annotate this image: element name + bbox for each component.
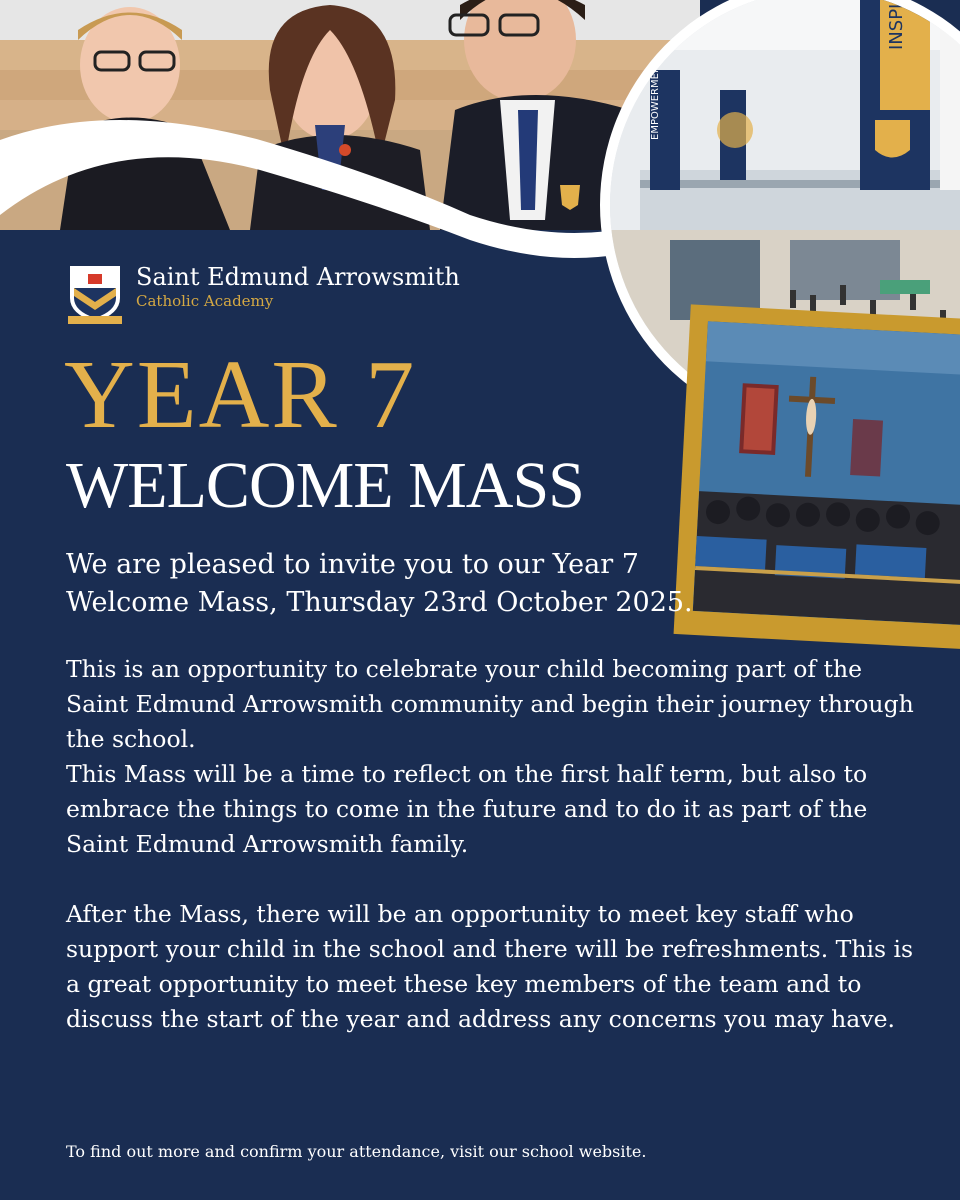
school-logo xyxy=(66,262,460,326)
banner-right-text: INSPI xyxy=(886,3,907,50)
school-subtitle: Catholic Academy xyxy=(136,292,274,310)
chapel-photo xyxy=(693,321,960,625)
students-photo xyxy=(0,0,700,230)
school-name: Saint Edmund Arrowsmith xyxy=(136,263,460,291)
banner-left-text: EMPOWERMENT xyxy=(650,59,661,140)
intro-line-2: Welcome Mass, Thursday 23rd October 2025. xyxy=(66,587,693,618)
intro-text xyxy=(66,546,706,622)
intro-line-1: We are pleased to invite you to our Year 7 xyxy=(66,549,639,580)
body-text xyxy=(66,652,916,1037)
body-paragraph-2: This Mass will be a time to reflect on the first half term, but also to embrace the things to come in the future and to do it as part of the Saint Edmund Arrowsmith family. xyxy=(66,760,868,858)
body-paragraph-3: After the Mass, there will be an opportunity to meet key staff who support your child in the school and there will be refreshments. This is a great opportunity to meet these key members of the team and to discuss the start of the year and address any concerns you may have. xyxy=(66,900,914,1033)
heading-title: WELCOME MASS xyxy=(66,449,584,522)
heading-year: YEAR 7 xyxy=(64,341,417,449)
body-paragraph-1: This is an opportunity to celebrate your child becoming part of the Saint Edmund Arrowsmith community and begin their journey through the school. xyxy=(66,655,914,753)
chapel-photo-frame xyxy=(674,304,960,649)
school-crest-icon xyxy=(66,262,124,326)
footer-text: To find out more and confirm your attendance, visit our school website. xyxy=(66,1142,647,1161)
